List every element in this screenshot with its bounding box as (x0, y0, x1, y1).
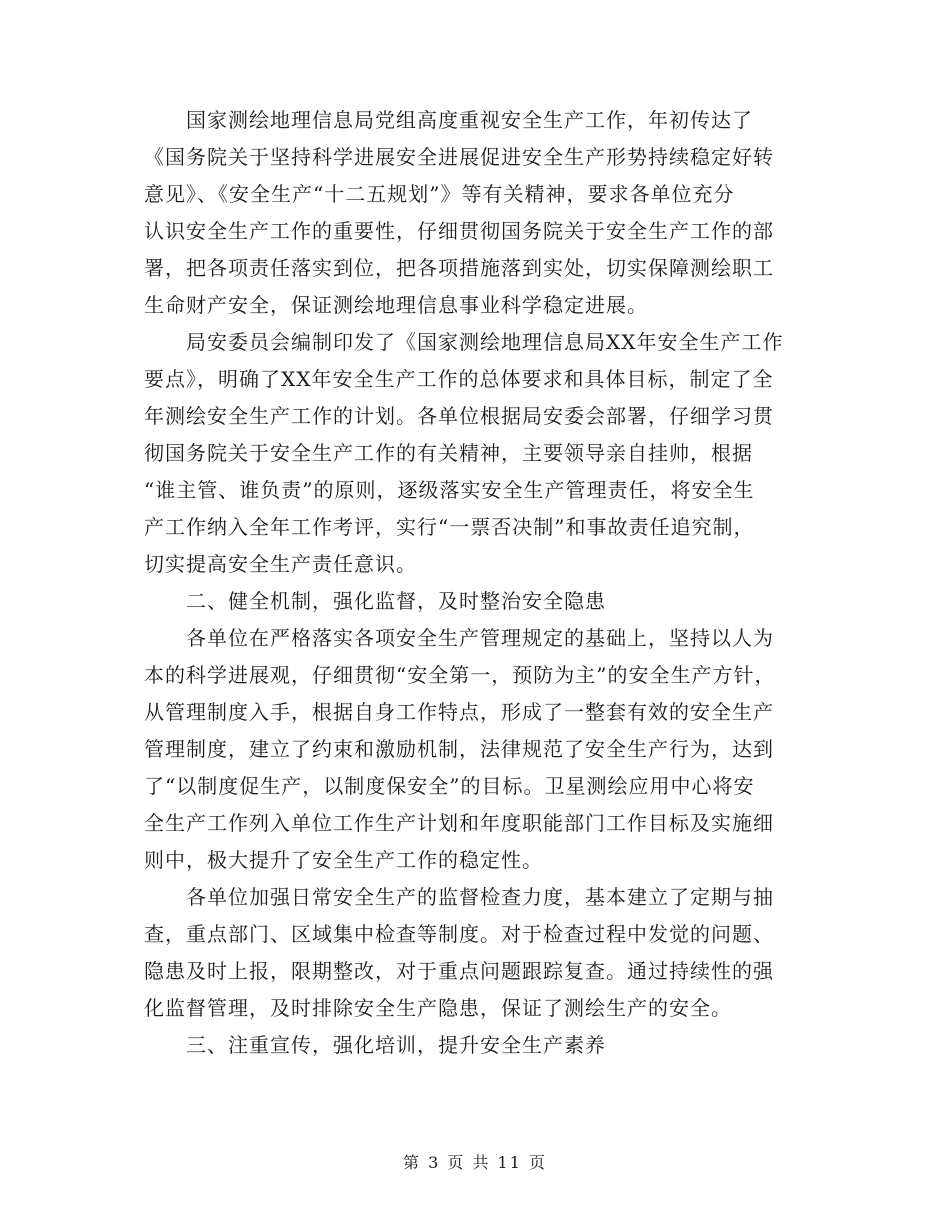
text-line: 《国务院关于坚持科学进展安全进展促进安全生产形势持续稳定好转 (144, 145, 774, 169)
text-line: 全生产工作列入单位工作生产计划和年度职能部门工作目标及实施细 (144, 811, 774, 835)
text-line: 彻国务院关于安全生产工作的有关精神，主要领导亲自挂帅，根据 (144, 441, 753, 465)
text-line: 则中，极大提升了安全生产工作的稳定性。 (144, 848, 543, 872)
text-line: 各单位在严格落实各项安全生产管理规定的基础上，坚持以人为 (186, 626, 774, 650)
text-line: 局安委员会编制印发了《国家测绘地理信息局XX年安全生产工作 (186, 330, 784, 354)
text-line: 隐患及时上报，限期整改，对于重点问题跟踪复查。通过持续性的强 (144, 959, 774, 983)
text-line: 本的科学进展观，仔细贯彻“安全第一，预防为主”的安全生产方针， (144, 663, 776, 687)
text-line: 各单位加强日常安全生产的监督检查力度，基本建立了定期与抽 (186, 885, 774, 909)
text-line: 产工作纳入全年工作考评，实行“一票否决制”和事故责任追究制， (144, 515, 755, 539)
text-line: 管理制度，建立了约束和激励机制，法律规范了安全生产行为，达到 (144, 737, 774, 761)
page-number: 第 3 页 共 11 页 (403, 1153, 547, 1172)
section-heading: 三、注重宣传，强化培训，提升安全生产素养 (186, 1033, 606, 1057)
text-line: 年测绘安全生产工作的计划。各单位根据局安委会部署，仔细学习贯 (144, 404, 774, 428)
text-line: 切实提高安全生产责任意识。 (144, 552, 417, 576)
text-line: 意见》、《安全生产“十二五规划”》等有关精神，要求各单位充分 (144, 182, 735, 206)
text-line: 认识安全生产工作的重要性，仔细贯彻国务院关于安全生产工作的部 (144, 219, 774, 243)
text-line: 从管理制度入手，根据自身工作特点，形成了一整套有效的安全生产 (144, 700, 774, 724)
text-line: 要点》，明确了XX年安全生产工作的总体要求和具体目标，制定了全 (144, 367, 774, 391)
text-line: 署，把各项责任落实到位，把各项措施落到实处，切实保障测绘职工 (144, 256, 774, 280)
text-line: 了“以制度促生产，以制度保安全”的目标。卫星测绘应用中心将安 (144, 774, 755, 798)
section-heading: 二、健全机制，强化监督，及时整治安全隐患 (186, 589, 606, 613)
text-line: 查，重点部门、区域集中检查等制度。对于检查过程中发觉的问题、 (144, 922, 774, 946)
text-line: 化监督管理，及时排除安全生产隐患，保证了测绘生产的安全。 (144, 996, 732, 1020)
text-line: 国家测绘地理信息局党组高度重视安全生产工作，年初传达了 (186, 108, 753, 132)
text-line: 生命财产安全，保证测绘地理信息事业科学稳定进展。 (144, 293, 648, 317)
text-line: “谁主管、谁负责”的原则，逐级落实安全生产管理责任，将安全生 (144, 478, 755, 502)
